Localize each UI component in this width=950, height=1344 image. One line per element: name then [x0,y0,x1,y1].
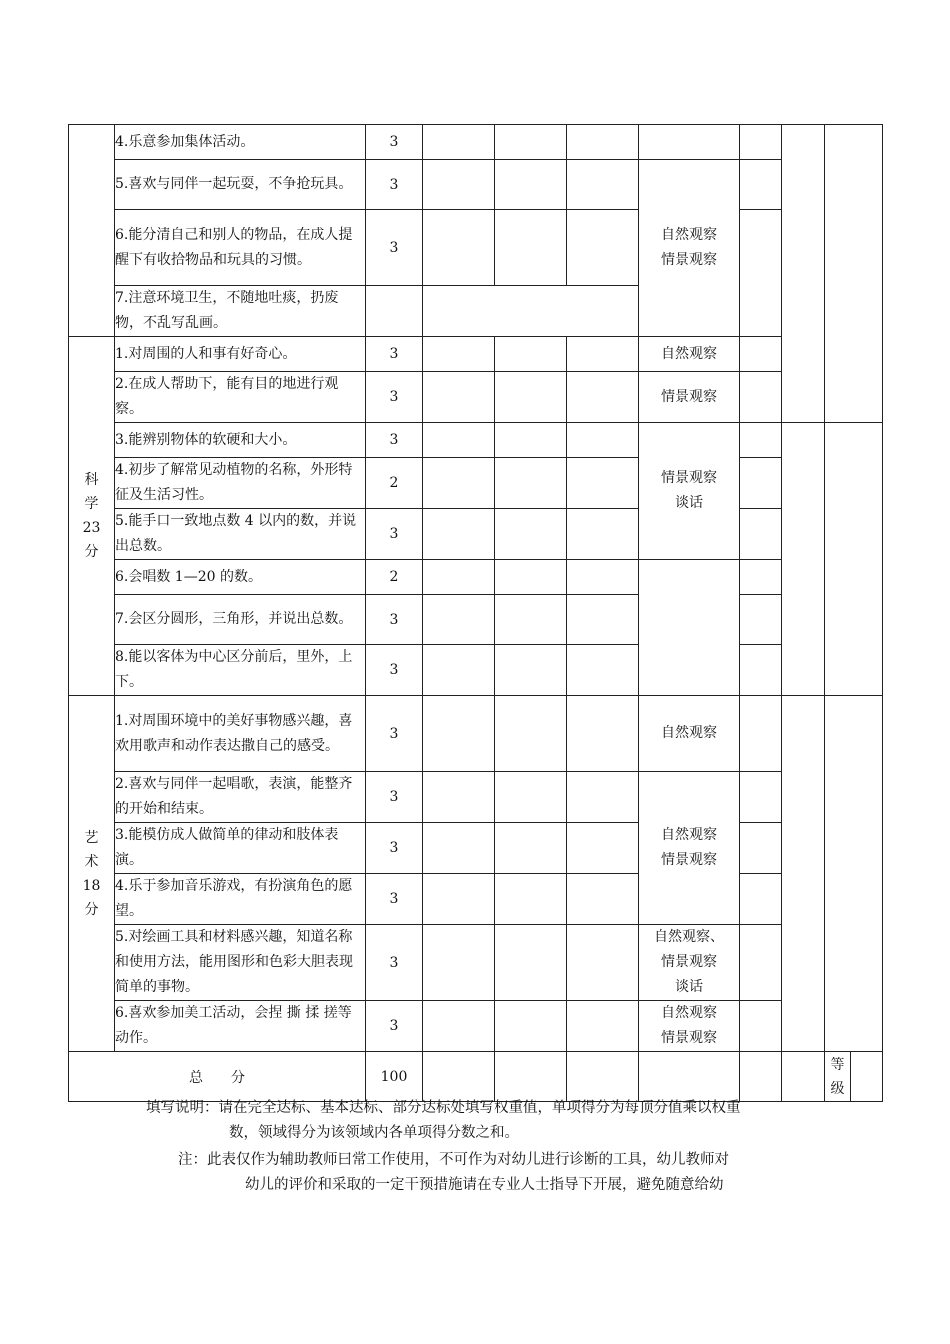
method-line: 谈话 [675,495,703,511]
weight-cell: 3 [366,423,423,458]
score-cell[interactable] [423,458,495,509]
method-line: 情景观察 [661,252,717,268]
score-cell[interactable] [740,509,782,560]
score-cell[interactable] [495,423,567,458]
domain-char: 分 [84,901,99,918]
score-cell[interactable] [567,509,639,560]
total-score-cell[interactable] [782,1052,825,1102]
score-cell[interactable] [495,925,567,1001]
weight-cell: 3 [366,509,423,560]
score-cell[interactable] [495,645,567,696]
score-cell[interactable] [740,160,782,210]
score-cell[interactable] [423,823,495,874]
item-cell: 5.能手口一致地点数 4 以内的数，并说出总数。 [115,509,366,560]
score-cell[interactable] [495,595,567,645]
score-cell[interactable] [495,772,567,823]
disclaimer-line1: 注：此表仅作为辅助教师曰常工作使用，不可作为对幼儿进行诊断的工具，幼儿教师对 [178,1152,729,1168]
weight-cell: 3 [366,823,423,874]
score-cell[interactable] [740,823,782,874]
weight-cell: 2 [366,560,423,595]
method-line: 谈话 [675,979,703,995]
score-cell[interactable] [567,645,639,696]
item-cell: 6.会唱数 1—20 的数。 [115,560,366,595]
domain-char: 18 [82,877,101,894]
score-cell[interactable] [495,1001,567,1052]
domain-char: 分 [84,544,99,560]
score-cell[interactable] [567,696,639,772]
domain-char: 23 [82,520,101,536]
score-cell[interactable] [495,210,567,286]
weight-cell [366,286,423,337]
score-cell[interactable] [495,823,567,874]
total-score-cell[interactable] [639,1052,740,1102]
score-cell[interactable] [495,509,567,560]
score-cell[interactable] [495,160,567,210]
score-cell[interactable] [740,423,782,458]
method-cell [639,772,740,925]
weight-cell: 3 [366,210,423,286]
score-cell[interactable] [740,645,782,696]
grade-cell[interactable] [825,423,883,696]
total-label-cell [69,1052,366,1102]
weight-cell: 3 [366,125,423,160]
total-score-cell[interactable] [740,1052,782,1102]
item-cell: 4.乐意参加集体活动。 [115,125,366,160]
grade-cell[interactable] [825,125,883,423]
item-cell: 4.乐于参加音乐游戏，有扮演角色的愿望。 [115,874,366,925]
score-cell[interactable] [740,372,782,423]
item-cell: 6.能分清自己和别人的物品，在成人提醒下有收拾物品和玩具的习惯。 [115,210,366,286]
score-cell[interactable] [495,458,567,509]
score-cell[interactable] [423,286,639,337]
method-cell [639,125,740,160]
method-line: 情景观察 [661,852,717,868]
score-cell[interactable] [495,372,567,423]
score-cell[interactable] [567,458,639,509]
total-score-cell[interactable] [567,1052,639,1102]
score-cell[interactable] [423,645,495,696]
item-cell: 1.对周围环境中的美好事物感兴趣，喜欢用歌声和动作表达撒自己的感受。 [115,696,366,772]
score-cell[interactable] [423,560,495,595]
fill-instructions-line2: 数，领域得分为该领域内各单项得分数之和。 [229,1125,519,1141]
score-cell[interactable] [423,925,495,1001]
method-cell [639,1001,740,1052]
score-cell[interactable] [423,696,495,772]
disclaimer-line2: 幼儿的评价和采取的一定干预措施请在专业人士指导下开展，避免随意给幼 [245,1177,724,1193]
domain-score-cell[interactable] [782,423,825,696]
score-cell[interactable] [567,1001,639,1052]
weight-cell: 3 [366,372,423,423]
weight-cell: 3 [366,337,423,372]
item-cell: 4.初步了解常见动植物的名称，外形特征及生活习性。 [115,458,366,509]
score-cell[interactable] [567,337,639,372]
score-cell[interactable] [740,560,782,595]
item-cell: 2.在成人帮助下，能有目的地进行观察。 [115,372,366,423]
score-cell[interactable] [423,1001,495,1052]
grade-label-cell [825,1052,851,1102]
weight-cell: 3 [366,874,423,925]
score-cell[interactable] [740,874,782,925]
score-cell[interactable] [495,696,567,772]
score-cell[interactable] [740,458,782,509]
domain-cell-social [69,125,115,337]
method-line: 自然观察 [661,227,717,243]
score-cell[interactable] [567,372,639,423]
method-cell: 自然观察 [639,337,740,372]
item-cell: 2.喜欢与同伴一起唱歌，表演，能整齐的开始和结束。 [115,772,366,823]
domain-cell-science [69,337,115,696]
item-cell: 8.能以客体为中心区分前后，里外，上下。 [115,645,366,696]
score-cell[interactable] [567,874,639,925]
score-cell[interactable] [740,595,782,645]
score-cell[interactable] [423,423,495,458]
domain-char: 术 [84,853,99,870]
grade-value-cell[interactable] [851,1052,883,1102]
domain-score-cell[interactable] [782,696,825,1052]
score-cell[interactable] [567,160,639,210]
score-cell[interactable] [423,509,495,560]
score-cell[interactable] [423,125,495,160]
score-cell[interactable] [495,125,567,160]
method-line: 自然观察、 [654,929,724,945]
item-cell: 5.喜欢与同伴一起玩耍，不争抢玩具。 [115,160,366,210]
method-cell: 自然观察 [639,696,740,772]
score-cell[interactable] [567,125,639,160]
score-cell[interactable] [423,372,495,423]
grade-char: 级 [830,1080,845,1097]
score-cell[interactable] [740,125,782,160]
weight-cell: 3 [366,772,423,823]
score-cell[interactable] [423,595,495,645]
score-cell[interactable] [495,560,567,595]
fill-instructions-line1: 填写说明：请在完全达标、基本达标、部分达标处填写权重值，单项得分为每顶分值乘以权重 [146,1100,741,1116]
score-cell[interactable] [740,696,782,772]
evaluation-table [68,124,883,1102]
item-cell: 5.对绘画工具和材料感兴趣，知道名称和使用方法，能用图形和色彩大胆表现简单的事物。 [115,925,366,1001]
score-cell[interactable] [567,210,639,286]
score-cell[interactable] [740,210,782,337]
grade-char: 等 [830,1056,845,1073]
score-cell[interactable] [567,925,639,1001]
total-value-cell: 100 [366,1052,423,1102]
weight-cell: 3 [366,925,423,1001]
score-cell[interactable] [567,595,639,645]
total-score-cell[interactable] [495,1052,567,1102]
score-cell[interactable] [567,560,639,595]
item-cell: 7.会区分圆形，三角形，并说出总数。 [115,595,366,645]
score-cell[interactable] [567,423,639,458]
total-label-b: 分 [231,1069,245,1086]
domain-char: 学 [84,496,99,512]
weight-cell: 3 [366,595,423,645]
domain-char: 艺 [84,829,99,846]
domain-char: 科 [84,472,99,488]
item-cell: 3.能模仿成人做简单的律动和肢体表演。 [115,823,366,874]
weight-cell: 3 [366,696,423,772]
weight-cell: 3 [366,1001,423,1052]
score-cell[interactable] [423,210,495,286]
method-line: 情景观察 [661,470,717,486]
score-cell[interactable] [740,1001,782,1052]
weight-cell: 2 [366,458,423,509]
method-line: 自然观察 [661,827,717,843]
score-cell[interactable] [740,337,782,372]
score-cell[interactable] [423,772,495,823]
domain-score-cell[interactable] [782,125,825,423]
item-cell: 6.喜欢参加美工活动，会捏 撕 揉 搓等动作。 [115,1001,366,1052]
method-cell [639,925,740,1001]
item-cell: 1.对周围的人和事有好奇心。 [115,337,366,372]
method-cell [639,160,740,337]
method-line: 情景观察 [661,954,717,970]
domain-cell-art [69,696,115,1052]
item-cell: 3.能辨别物体的软硬和大小。 [115,423,366,458]
grade-cell[interactable] [825,696,883,1052]
score-cell[interactable] [567,823,639,874]
weight-cell: 3 [366,160,423,210]
item-cell: 7.注意环境卫生，不随地吐痰，扔废物，不乱写乱画。 [115,286,366,337]
method-line: 情景观察 [661,1030,717,1046]
weight-cell: 3 [366,645,423,696]
score-cell[interactable] [495,874,567,925]
score-cell[interactable] [567,772,639,823]
score-cell[interactable] [740,925,782,1001]
score-cell[interactable] [495,337,567,372]
score-cell[interactable] [423,337,495,372]
method-line: 自然观察 [661,1005,717,1021]
score-cell[interactable] [740,772,782,823]
total-score-cell[interactable] [423,1052,495,1102]
method-cell [639,423,740,560]
score-cell[interactable] [423,874,495,925]
method-cell [639,560,740,696]
method-cell: 情景观察 [639,372,740,423]
total-label-a: 总 [189,1069,203,1086]
score-cell[interactable] [423,160,495,210]
